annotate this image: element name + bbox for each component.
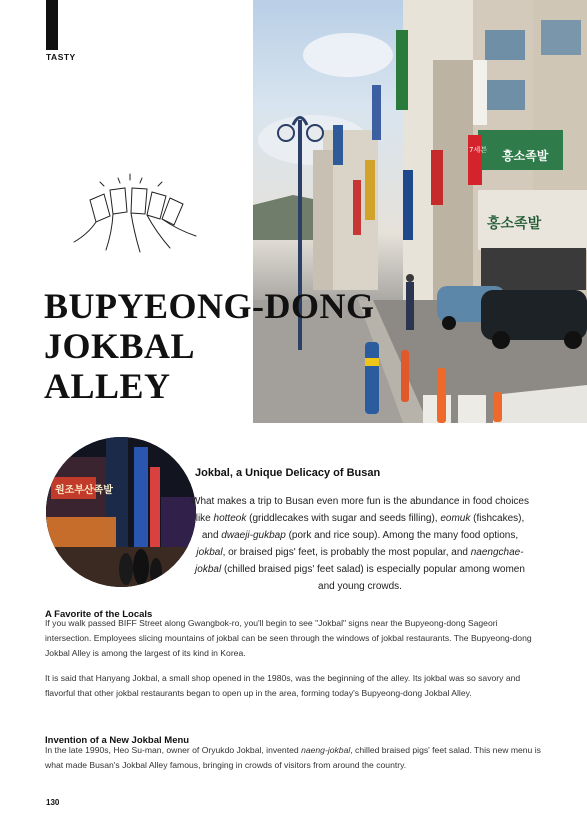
intro-paragraph: What makes a trip to Busan even more fun is the abundance in food choices like hotteok (griddlecakes with sugar and seeds filling), eomuk (fishcakes), and dwaeji-gukbap (pork and rice soup). Among the many food options, jokbal, or braised pigs' feet, is probably the most popular, and naengchae-jokbal (chilled braised pigs' feet salad) is especially popular among women and young crowds. (191, 496, 529, 592)
intro-heading: Jokbal, a Unique Delicacy of Busan (195, 467, 381, 479)
shop-sign-text: 흥소족발 (502, 149, 549, 163)
section-paragraph: If you walk passed BIFF Street along Gwangbok-ro, you'll begin to see "Jokbal" signs near the Bupyeong-dong Sageori intersection. Employees slicing mountains of jokbal can be seen through the windows of jokbal restaurants. The Bupyeong-dong Jokbal Alley is among the largest of its kind in Korea. (45, 618, 532, 659)
section-heading-favorite: A Favorite of the Locals (45, 609, 153, 620)
shop-sign-text: 7세븐 (469, 146, 487, 154)
night-alley-photo (46, 437, 196, 587)
section-tag: TASTY (46, 52, 76, 62)
night-sign-text: 원조부산족발 (55, 485, 113, 496)
title-line: JOKBAL (44, 326, 196, 367)
section-paragraph: In the late 1990s, Heo Su-man, owner of Oryukdo Jokbal, invented naeng-jokbal, chilled braised pigs' feet salad. This new menu is what made Busan's Jokbal Alley famous, bringing in crowds of visitors from around the country. (45, 745, 541, 771)
cheers-sketch-illustration (70, 172, 200, 254)
title-line: BUPYEONG-DONG (44, 286, 375, 327)
page-title (44, 286, 404, 406)
section-tab-bar (46, 0, 58, 50)
section-paragraph: It is said that Hanyang Jokbal, a small shop opened in the 1980s, was the beginning of the alley. Its jokbal was so savory and flavorful that other jokbal restaurants began to open up in the area, forming today's Bupyeong-dong Jokbal Alley. (45, 673, 521, 699)
glasses-toast-icon (70, 172, 200, 254)
title-line: ALLEY (44, 366, 171, 407)
page-number: 130 (46, 798, 60, 807)
section-heading-invention: Invention of a New Jokbal Menu (45, 735, 190, 746)
shop-sign-text: 홍소족발 (487, 216, 542, 232)
night-scene-illustration (46, 437, 196, 587)
